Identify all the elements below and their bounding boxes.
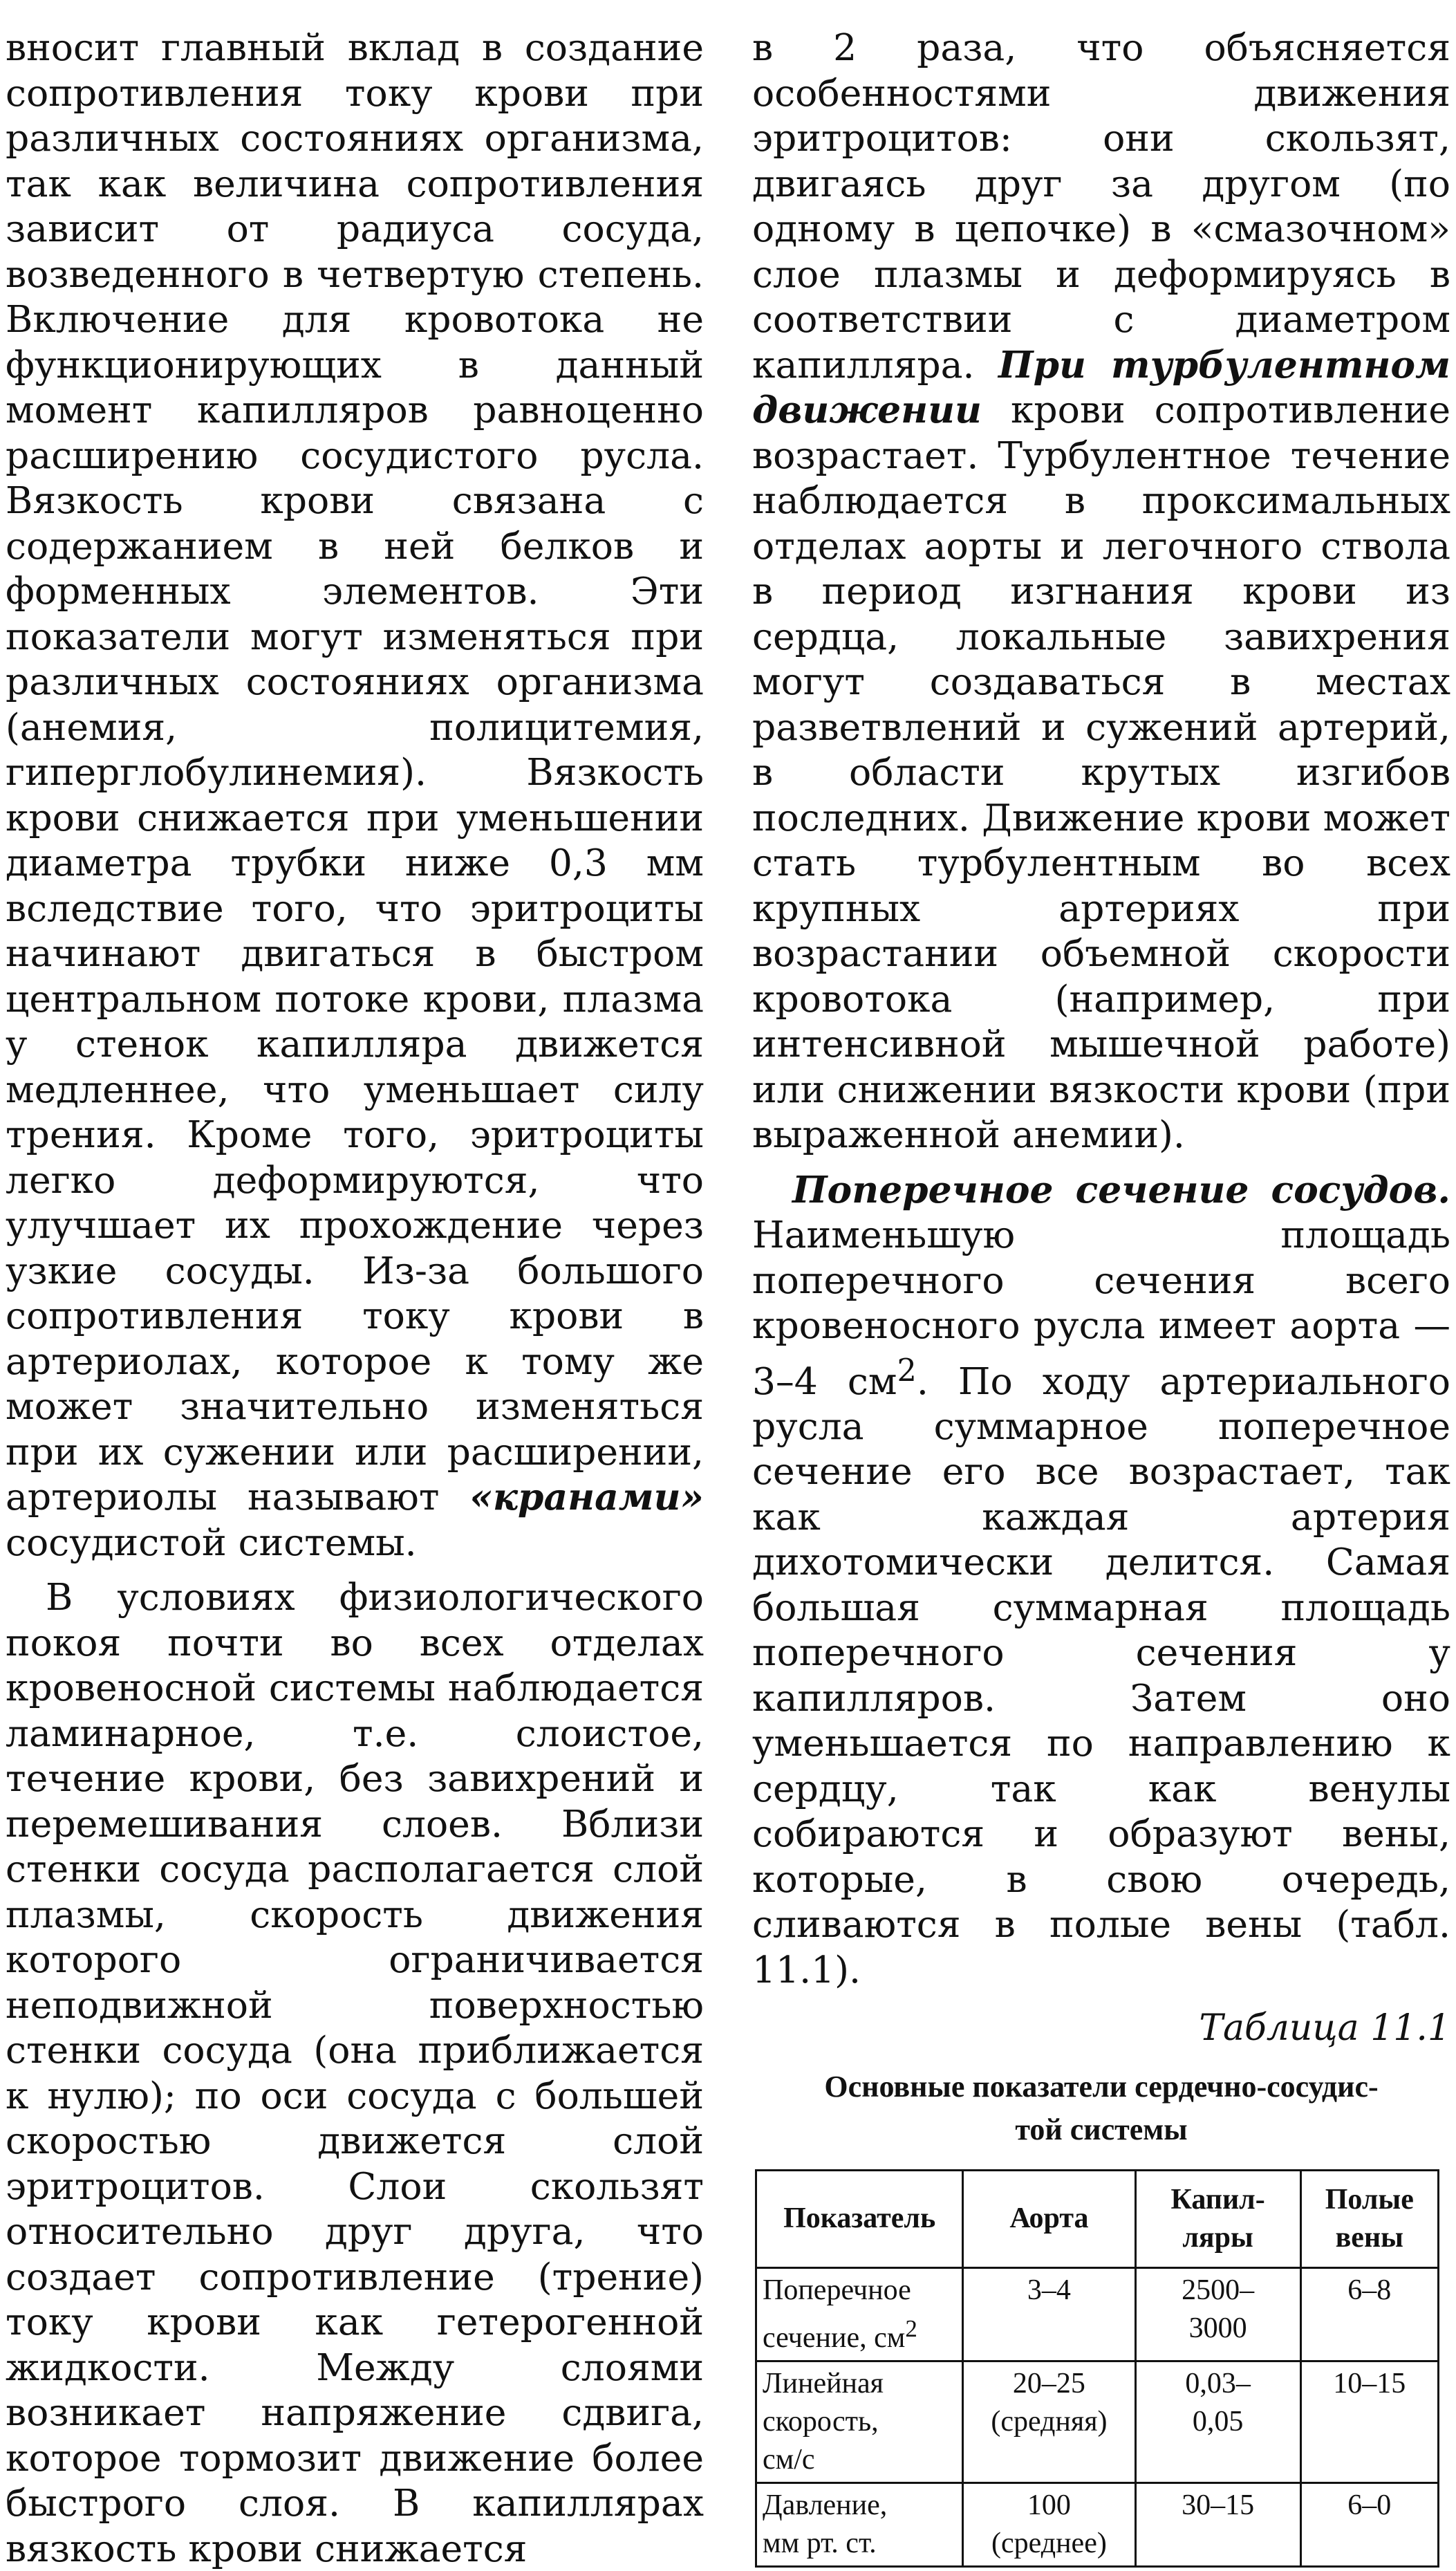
paragraph-text-end: сосудистой системы. bbox=[6, 1520, 417, 1564]
paragraph-cross-section bbox=[752, 1167, 1450, 1993]
cell-vena-cava: 6–8 bbox=[1300, 2267, 1438, 2361]
table-row bbox=[756, 2361, 1439, 2482]
table-caption: Таблица 11.1 bbox=[1199, 2007, 1450, 2050]
cell-vena-cava: 10–15 bbox=[1300, 2361, 1438, 2482]
indicators-table bbox=[755, 2169, 1439, 2568]
cell-vena-cava: 6–0 bbox=[1300, 2482, 1438, 2566]
paragraph-text: Наименьшую площадь поперечного сечения всего кровеносного русла имеет аорта — 3–4 см bbox=[752, 1213, 1450, 1403]
superscript: 2 bbox=[897, 1352, 917, 1389]
cell-capillaries: 2500– 3000 bbox=[1135, 2267, 1300, 2361]
row-label: Давление, мм рт. ст. bbox=[756, 2482, 963, 2566]
table-title-line-1: Основные показатели сердечно-сосудис- bbox=[824, 2069, 1379, 2104]
header-indicator: Показатель bbox=[756, 2170, 963, 2267]
paragraph-text-end: . По ходу артериального русла суммарное поперечное сечение его все возрастает, так как каждая артерия дихотомически делится. Самая большая суммарная площадь поперечного сечения у капилляров. Затем оно уменьшается по направлению к сердцу, так как венулы собираются и образуют вены, которые, в свою очередь, сливаются в полые вены (табл. 11.1). bbox=[752, 1359, 1450, 1992]
paragraph-text: в 2 раза, что объясняется особенностями движения эритроцитов: они скользят, двигаясь друг за другом (по одному в цепочке) в «смазочном» слое плазмы и деформируясь в соответствии с диаметром капилляра. bbox=[752, 26, 1450, 387]
table-header-row bbox=[756, 2170, 1439, 2267]
emphasis-term: «кранами» bbox=[469, 1475, 704, 1519]
row-label: Линейная скорость, см/с bbox=[756, 2361, 963, 2482]
paragraph-turbulent-flow bbox=[752, 25, 1450, 1158]
left-column bbox=[6, 25, 704, 2571]
row-label-line: Поперечное bbox=[763, 2274, 911, 2306]
paragraph-resistance bbox=[6, 25, 704, 1565]
row-label bbox=[756, 2267, 963, 2361]
cell-capillaries: 30–15 bbox=[1135, 2482, 1300, 2566]
header-capillaries: Капил- ляры bbox=[1135, 2170, 1300, 2267]
cell-aorta: 100 (среднее) bbox=[963, 2482, 1135, 2566]
header-vena-cava: Полые вены bbox=[1300, 2170, 1438, 2267]
paragraph-text-end: крови сопротивление возрастает. Турбулентное течение наблюдается в проксимальных отделах аорты и легочного ствола в период изгнания крови из сердца, локальные завихрения могут создаваться в местах разветвлений и сужений артерий, в области крутых изгибов последних. Движение крови может стать турбулентным во всех крупных артериях при возрастании объемной скорости кровотока (например, при интенсивной мышечной работе) или снижении вязкости крови (при выраженной анемии). bbox=[752, 388, 1450, 1156]
superscript: 2 bbox=[905, 2314, 917, 2342]
cell-aorta: 3–4 bbox=[963, 2267, 1135, 2361]
table-title-line-2: той системы bbox=[1015, 2112, 1188, 2146]
emphasis-term: При турбулентном движении bbox=[752, 342, 1450, 431]
table-title bbox=[752, 2066, 1450, 2151]
row-label-line: сечение, см bbox=[763, 2321, 906, 2354]
table-row bbox=[756, 2482, 1439, 2566]
header-aorta: Аорта bbox=[963, 2170, 1135, 2267]
section-heading-inline: Поперечное сечение сосудов. bbox=[792, 1167, 1450, 1212]
paragraph-text: вносит главный вклад в создание сопротивления току крови при различных состояниях организма, так как величина сопротивления зависит от радиуса сосуда, возведенного в четвертую степень. Включение для кровотока не функционирующих в данный момент капилляров равноценно расширению сосудистого русла. Вязкость крови связана с содержанием в ней белков и форменных элементов. Эти показатели могут изменяться при различных состояниях организма (анемия, полицитемия, гиперглобулинемия). Вязкость крови снижается при уменьшении диаметра трубки ниже 0,3 мм вследствие того, что эритроциты начинают двигаться в быстром центральном потоке крови, плазма у стенок капилляра движется медленнее, что уменьшает силу трения. Кроме того, эритроциты легко деформируются, что улучшает их прохождение через узкие сосуды. Из-за большого сопротивления току крови в артериолах, которое к тому же может значительно изменяться при их сужении или расширении, артериолы называют bbox=[6, 26, 704, 1519]
right-column bbox=[752, 25, 1450, 2568]
cell-capillaries: 0,03– 0,05 bbox=[1135, 2361, 1300, 2482]
table-row bbox=[756, 2267, 1439, 2361]
cell-aorta: 20–25 (средняя) bbox=[963, 2361, 1135, 2482]
paragraph-laminar-flow: В условиях физиологического покоя почти во всех отделах кровеносной системы наблюдается ламинарное, т.е. слоистое, течение крови, без завихрений и перемешивания слоев. Вблизи стенки сосуда располагается слой плазмы, скорость движения которого ограничивается неподвижной поверхностью стенки сосуда (она приближается к нулю); по оси сосуда с большей скоростью движется слой эритроцитов. Слои скользят относительно друг друга, что создает сопротивление (трение) току крови как гетерогенной жидкости. Между слоями возникает напряжение сдвига, которое тормозит движение более быстрого слоя. В капиллярах вязкость крови снижается bbox=[6, 1575, 704, 2570]
